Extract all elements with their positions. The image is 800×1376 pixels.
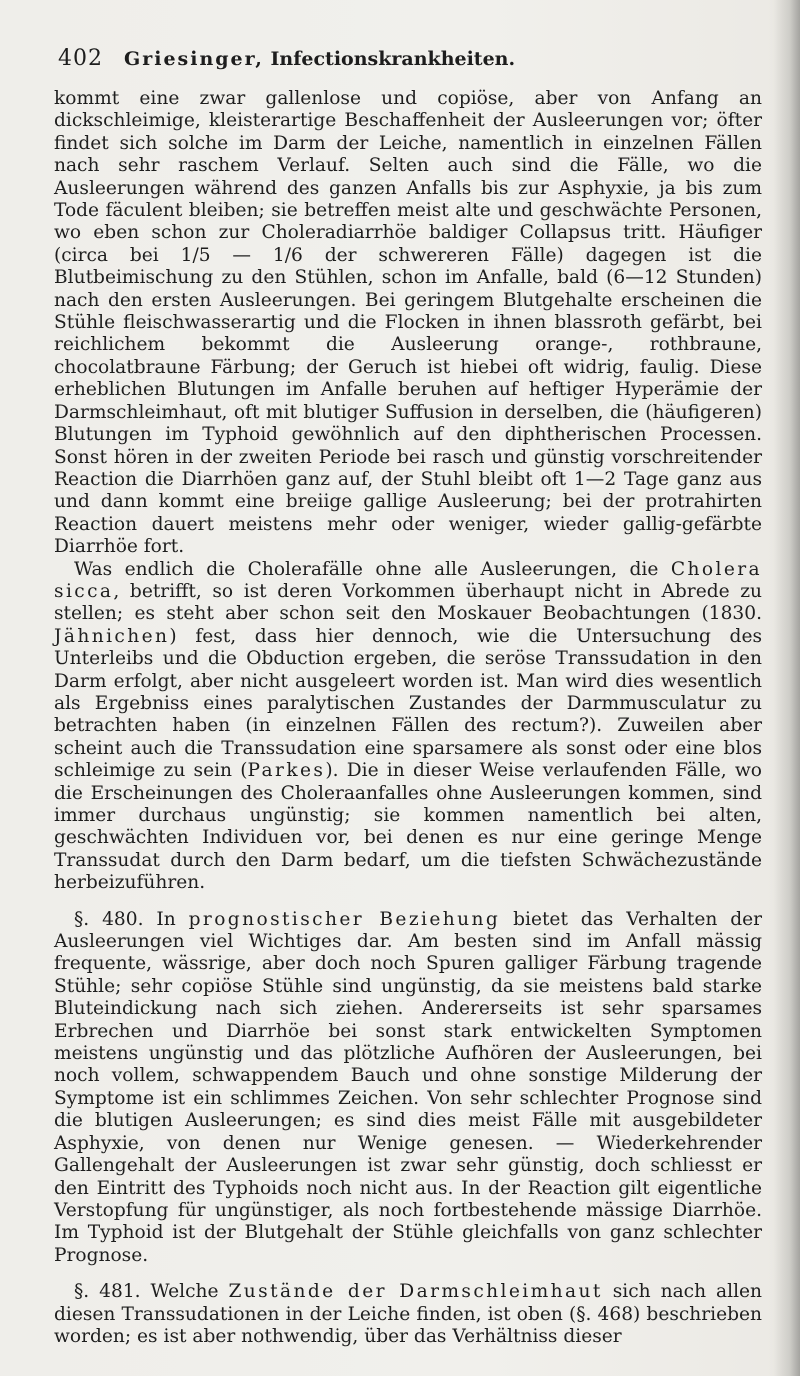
page-number: 402 [58,46,103,71]
running-head [124,48,515,70]
running-head-author: Griesinger, [124,48,264,70]
paragraph-continuation [54,88,762,559]
paragraph-text: ). Die in dieser Weise verlaufenden Fälle, wo die Erscheinungen des Choleraanfalles ohne Ausleerungen kommen, sind immer durchaus ungünstig; sie kommen namentlich bei alten, geschwächten Individuen vor, bei denen es nur eine geringe Menge Transsudat durch den Darm bedarf, um die tiefsten Schwächezustände herbeizuführen. [54,760,762,894]
page-edge-shadow [774,0,800,1376]
section-480 [54,909,762,1268]
paragraph-text: bietet das Verhalten der Ausleerungen viel Wichtiges dar. Am besten sind im Anfall mässig frequente, wässrige, aber doch noch Spuren galliger Färbung tragende Stühle; sehr copiöse Stühle sind ungünstig, da sie meistens bald starke Bluteindickung nach sich ziehen. Andererseits ist sehr sparsames Erbrechen und Diarrhöe bei sonst stark entwickelten Symptomen meistens ungünstig und das plötzliche Aufhören der Ausleerungen, bei noch vollem, schwappendem Bauch und ohne sonstige Milderung der Symptome ist ein schlimmes Zeichen. Von sehr schlechter Prognose sind die blutigen Ausleerungen; es sind dies meist Fälle mit ausgebildeter Asphyxie, von denen nur Wenige genesen. — Wiederkehrender Gallengehalt der Ausleerungen ist zwar sehr günstig, doch schliesst er den Eintritt des Typhoids noch nicht aus. In der Reaction gilt eigentliche Verstopfung für ungünstiger, als noch fortbestehende mässige Diarrhöe. Im Typhoid ist der Blutgehalt der Stühle gleichfalls von ganz schlechter Prognose. [54,908,762,1266]
emphasis-cholera-sicca: Cholera sicca [54,558,762,602]
paragraph-text: , betrifft, so ist deren Vorkommen überhaupt nicht in Abrede zu stellen; es steht aber schon seit den Moskauer Beobachtungen (1830. [54,580,762,625]
running-head-title: Infectionskrankheiten. [270,48,516,70]
section-481 [54,1281,762,1348]
emphasis-prognostischer-beziehung: prognostischer Beziehung [188,908,501,930]
emphasis-zustaende-darmschleimhaut: Zustände der Darmschleimhaut [228,1281,603,1303]
paragraph-text: kommt eine zwar gallenlose und copiöse, aber von Anfang an dickschleimige, kleisterartige Beschaffenheit der Ausleerungen vor; öfter findet sich solche im Darm der Leiche, namentlich in einzelnen Fällen nach sehr raschem Verlauf. Selten auch sind die Fälle, wo die Ausleerungen während des ganzen Anfalls bis zur Asphyxie, ja bis zum Tode fäculent bleiben; sie betreffen meist alte und geschwächte Personen, wo eben schon zur Choleradiarrhöe baldiger Collapsus tritt. Häufiger (circa bei 1/5 — 1/6 der schwereren Fälle) dagegen ist die Blutbeimischung zu den Stühlen, schon im Anfalle, bald (6—12 Stunden) nach den ersten Ausleerungen. Bei geringem Blutgehalte erscheinen die Stühle fleischwasserartig und die Flocken in ihnen blassroth gefärbt, bei reichlichem bekommt die Ausleerung orange-, rothbraune, chocolatbraune Färbung; der Geruch ist hiebei oft widrig, faulig. Diese erheblichen Blutungen im Anfalle beruhen auf heftiger Hyperämie der Darmschleimhaut, oft mit blutiger Suffusion in derselben, die (häufigeren) Blutungen im Typhoid gewöhnlich auf den diphtherischen Processen. Sonst hören in der zweiten Periode bei rasch und günstig vorschreitender Reaction die Diarrhöen ganz auf, der Stuhl bleibt oft 1—2 Tage ganz aus und dann kommt eine breiige gallige Ausleerung; bei der protrahirten Reaction dauert meistens mehr oder weniger, wieder gallig-gefärbte Diarrhöe fort. [54,88,762,558]
running-header [58,46,758,82]
paragraph-cholera-sicca [54,559,762,895]
paragraph-text: sich nach allen diesen Transsudationen in der Leiche finden, ist oben (§. 468) beschrieben worden; es ist aber nothwendig, über das Verhältniss dieser [54,1281,762,1347]
section-number-480: §. 480. In [74,908,176,930]
paragraph-text: Was endlich die Cholerafälle ohne alle Ausleerungen, die [74,558,659,580]
body-text [54,88,762,1348]
section-number-481: §. 481. Welche [74,1281,219,1303]
emphasis-jaehnichen: Jähnichen [54,625,170,647]
paragraph-text: ) fest, dass hier dennoch, wie die Untersuchung des Unterleibs und die Obduction ergeben, die seröse Transsudation in den Darm erfolgt, aber nicht ausgeleert worden ist. Man wird dies wesentlich als Ergebniss eines paralytischen Zustandes der Darmmusculatur zu betrachten haben (in einzelnen Fällen des rectum?). Zuweilen aber scheint auch die Transsudation eine sparsamere als sonst oder eine blos schleimige zu sein ( [54,625,762,782]
emphasis-parkes: Parkes [247,760,326,782]
